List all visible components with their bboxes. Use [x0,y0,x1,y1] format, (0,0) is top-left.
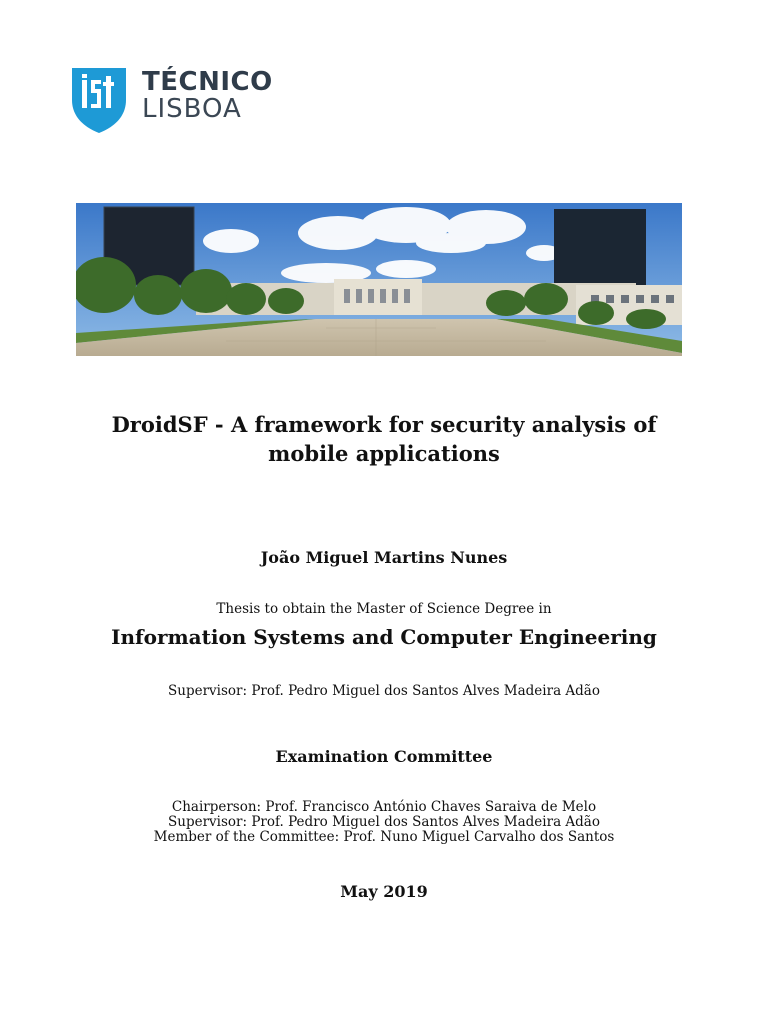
committee-member: Member of the Committee: Prof. Nuno Miguel Carvalho dos Santos [153,829,615,845]
campus-panorama-image [76,203,682,356]
logo-line-1: TÉCNICO [142,67,273,97]
logo-wordmark [142,69,273,122]
supervisor-line: Supervisor: Prof. Pedro Miguel dos Santos Alves Madeira Adão [168,683,600,699]
thesis-title-line-2: mobile applications [268,441,500,466]
thesis-title-line-1: DroidSF - A framework for security analysis of [111,412,657,437]
submission-date: May 2019 [340,882,428,901]
ist-shield-icon [70,66,128,134]
author-name: João Miguel Martins Nunes [260,548,508,567]
thesis-statement: Thesis to obtain the Master of Science Degree in [216,601,552,617]
committee-heading: Examination Committee [275,747,493,766]
committee-member: Supervisor: Prof. Pedro Miguel dos Santos Alves Madeira Adão [168,814,600,830]
degree-name: Information Systems and Computer Engineering [111,625,657,649]
committee-member: Chairperson: Prof. Francisco António Chaves Saraiva de Melo [171,799,597,815]
institution-logo [70,66,273,136]
logo-line-2: LISBOA [142,94,242,124]
